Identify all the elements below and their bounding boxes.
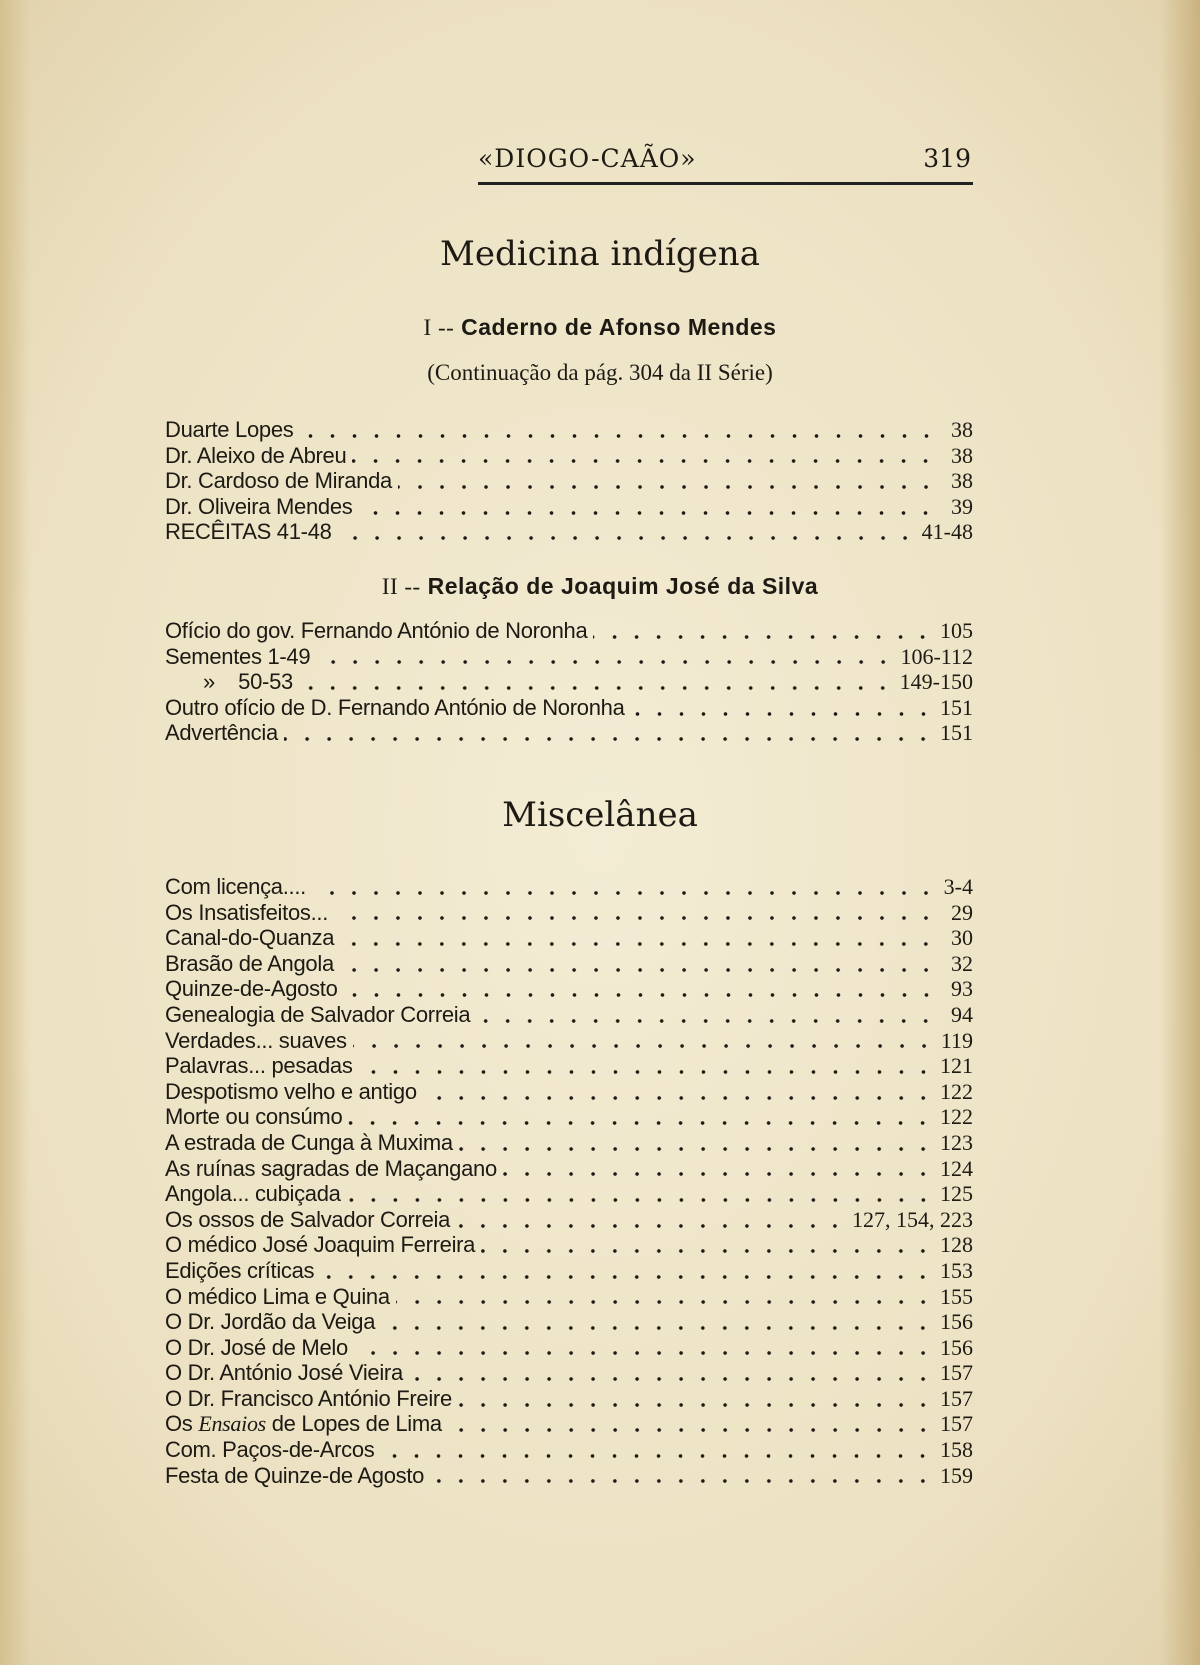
entry-title-prefix: Os: [165, 1411, 199, 1437]
toc-entry: [165, 1309, 973, 1335]
entry-page: 39: [951, 493, 973, 519]
part2-numeral: II --: [381, 574, 421, 599]
toc-entry: [165, 1411, 973, 1437]
dot-leader: [300, 433, 938, 439]
entry-title-italic: Ensaios: [198, 1411, 266, 1437]
entry-page: 29: [951, 899, 973, 925]
dot-leader: [380, 1453, 934, 1459]
entry-page: 32: [951, 950, 973, 976]
toc-entry: [165, 1463, 973, 1489]
dot-leader: [352, 458, 937, 464]
entry-title: Dr. Oliveira Mendes: [165, 493, 353, 519]
toc-entry: [165, 1028, 973, 1054]
dot-leader: [476, 1018, 937, 1024]
entry-title: A estrada de Cunga à Muxima: [165, 1129, 453, 1155]
entry-page: 105: [940, 618, 973, 643]
toc-entry: [165, 669, 973, 695]
entry-page: 119: [940, 1027, 973, 1053]
part1-entries: [165, 417, 973, 545]
dot-leader: [334, 915, 937, 921]
entry-title: Despotismo velho e antigo: [165, 1078, 417, 1104]
toc-entry: [165, 1284, 973, 1310]
part2-entries: [165, 618, 973, 746]
entry-page: 151: [940, 694, 973, 720]
entry-page: 149-150: [899, 669, 973, 695]
part1-numeral: I --: [423, 315, 455, 340]
part1-heading: [0, 314, 1200, 341]
entry-title: Edições críticas: [165, 1257, 315, 1283]
dot-leader: [353, 1043, 935, 1049]
entry-page: 41-48: [921, 519, 973, 545]
toc-entry: [165, 1360, 973, 1386]
entry-title: [165, 1411, 442, 1437]
entry-title: Palavras... pesadas: [165, 1053, 353, 1079]
entry-page: 127, 154, 223: [852, 1206, 973, 1232]
entry-page: 151: [940, 720, 973, 746]
dot-leader: [358, 510, 937, 516]
entry-page: 153: [940, 1257, 973, 1283]
entry-page: 38: [951, 442, 973, 468]
dot-leader: [338, 535, 916, 541]
entry-title: Com licença....: [165, 874, 306, 899]
entry-title: As ruínas sagradas de Maçangano: [165, 1155, 497, 1181]
toc-entry: [165, 1437, 973, 1463]
entry-title: Verdades... suaves: [165, 1027, 347, 1053]
entry-title: O Dr. José de Melo: [165, 1334, 348, 1360]
toc-entry: [165, 1130, 973, 1156]
entry-title: Angola... cubiçada: [165, 1181, 341, 1207]
toc-entry: [165, 1181, 973, 1207]
dot-leader: [456, 1223, 846, 1229]
toc-entry: [165, 1232, 973, 1258]
entry-title: Ofício do gov. Fernando António de Noronha: [165, 618, 588, 643]
toc-entry: [165, 417, 973, 443]
toc-entry: [165, 1156, 973, 1182]
dot-leader: [430, 1478, 934, 1484]
toc-entry: [165, 900, 973, 926]
toc-entry: [165, 695, 973, 721]
entry-page: 106-112: [900, 643, 973, 669]
dot-leader: [340, 941, 937, 947]
entry-page: 122: [940, 1104, 973, 1130]
entry-title: Dr. Cardoso de Miranda: [165, 468, 392, 494]
entry-page: 157: [940, 1385, 973, 1411]
dot-leader: [312, 890, 937, 896]
entry-title: O Dr. António José Vieira: [165, 1360, 403, 1386]
dot-leader: [448, 1427, 934, 1433]
toc-entry: [165, 1053, 973, 1079]
entry-title: Os ossos de Salvador Correia: [165, 1206, 451, 1232]
entry-page: 123: [940, 1129, 973, 1155]
toc-entry: [165, 1386, 973, 1412]
toc-entry: [165, 925, 973, 951]
entry-title: O médico José Joaquim Ferreira: [165, 1232, 476, 1258]
dot-leader: [344, 992, 937, 998]
part2-heading: [0, 573, 1200, 600]
toc-entry: [165, 1079, 973, 1105]
entry-title: Dr. Aleixo de Abreu: [165, 442, 347, 468]
dot-leader: [459, 1146, 934, 1152]
toc-entry: [165, 720, 973, 746]
entry-page: 155: [940, 1283, 973, 1309]
section-title-medicina: Medicina indígena: [440, 234, 760, 274]
entry-page: 121: [940, 1053, 973, 1079]
dot-leader: [299, 685, 894, 691]
dot-leader: [593, 634, 934, 640]
toc-entry: [165, 951, 973, 977]
part1-note: (Continuação da pág. 304 da II Série): [427, 360, 773, 385]
entry-title: Quinze-de-Agosto: [165, 976, 338, 1002]
running-title: «DIOGO-CAÃO»: [478, 144, 697, 173]
dot-leader: [354, 1350, 934, 1356]
part2-title: Relação de Joaquim José da Silva: [427, 573, 819, 599]
toc-entry: [165, 618, 973, 644]
dot-leader: [458, 1402, 934, 1408]
entry-page: 124: [940, 1155, 973, 1181]
toc-entry: [165, 976, 973, 1002]
page-number: 319: [923, 144, 971, 173]
toc-entry: [165, 1002, 973, 1028]
part1-title: Caderno de Afonso Mendes: [461, 314, 777, 340]
entry-title: O médico Lima e Quina: [165, 1283, 390, 1309]
entry-title: Outro ofício de D. Fernando António de Noronha: [165, 694, 625, 720]
entry-title: Canal-do-Quanza: [165, 925, 335, 951]
dot-leader: [348, 1120, 934, 1126]
toc-entry: [165, 1104, 973, 1130]
entry-title: Advertência: [165, 720, 278, 746]
entry-page: 93: [951, 976, 973, 1002]
dot-leader: [396, 1299, 934, 1305]
dot-leader: [631, 711, 934, 717]
entry-title: Sementes 1-49: [165, 643, 311, 669]
dot-leader: [381, 1325, 934, 1331]
dot-leader: [503, 1171, 934, 1177]
entry-title: Festa de Quinze-de Agosto: [165, 1462, 425, 1488]
dot-leader: [340, 967, 937, 973]
entry-title: RECÊITAS 41-48: [165, 519, 332, 545]
entry-page: 38: [951, 417, 973, 442]
toc-entry: [165, 1335, 973, 1361]
toc-entry: [165, 874, 973, 900]
entry-title: » 50-53: [203, 669, 293, 695]
entry-page: 38: [951, 468, 973, 494]
dot-leader: [398, 484, 937, 490]
toc-entry: [165, 519, 973, 545]
dot-leader: [359, 1069, 934, 1075]
toc-entry: [165, 1258, 973, 1284]
entry-title: O Dr. Jordão da Veiga: [165, 1309, 376, 1335]
toc-entry: [165, 443, 973, 469]
entry-title: Duarte Lopes: [165, 417, 294, 442]
entry-page: 3-4: [943, 874, 973, 899]
miscelanea-entries: [165, 874, 973, 1488]
entry-page: 128: [940, 1232, 973, 1258]
entry-title: Os Insatisfeitos...: [165, 899, 329, 925]
toc-entry: [165, 644, 973, 670]
entry-title-suffix: de Lopes de Lima: [265, 1411, 442, 1437]
toc-entry: [165, 494, 973, 520]
running-header: [478, 138, 973, 185]
section-title-miscelanea: Miscelânea: [502, 795, 698, 835]
dot-leader: [320, 1274, 934, 1280]
entry-page: 156: [940, 1309, 973, 1335]
dot-leader: [316, 659, 894, 665]
entry-title: Genealogia de Salvador Correia: [165, 1001, 471, 1027]
entry-page: 159: [940, 1462, 973, 1488]
entry-page: 157: [940, 1360, 973, 1386]
toc-entry: [165, 1207, 973, 1233]
entry-page: 156: [940, 1334, 973, 1360]
entry-page: 125: [940, 1181, 973, 1207]
dot-leader: [423, 1095, 934, 1101]
entry-title: Brasão de Angola: [165, 950, 334, 976]
dot-leader: [409, 1376, 934, 1382]
entry-title: O Dr. Francisco António Freire: [165, 1385, 452, 1411]
entry-page: 158: [940, 1437, 973, 1463]
dot-leader: [481, 1248, 934, 1254]
entry-title: Com. Paços-de-Arcos: [165, 1437, 375, 1463]
entry-page: 157: [940, 1411, 973, 1437]
dot-leader: [284, 736, 934, 742]
dot-leader: [347, 1197, 934, 1203]
entry-page: 30: [951, 925, 973, 951]
toc-entry: [165, 468, 973, 494]
entry-page: 94: [951, 1001, 973, 1027]
entry-page: 122: [940, 1078, 973, 1104]
entry-title: Morte ou consúmo: [165, 1104, 343, 1130]
